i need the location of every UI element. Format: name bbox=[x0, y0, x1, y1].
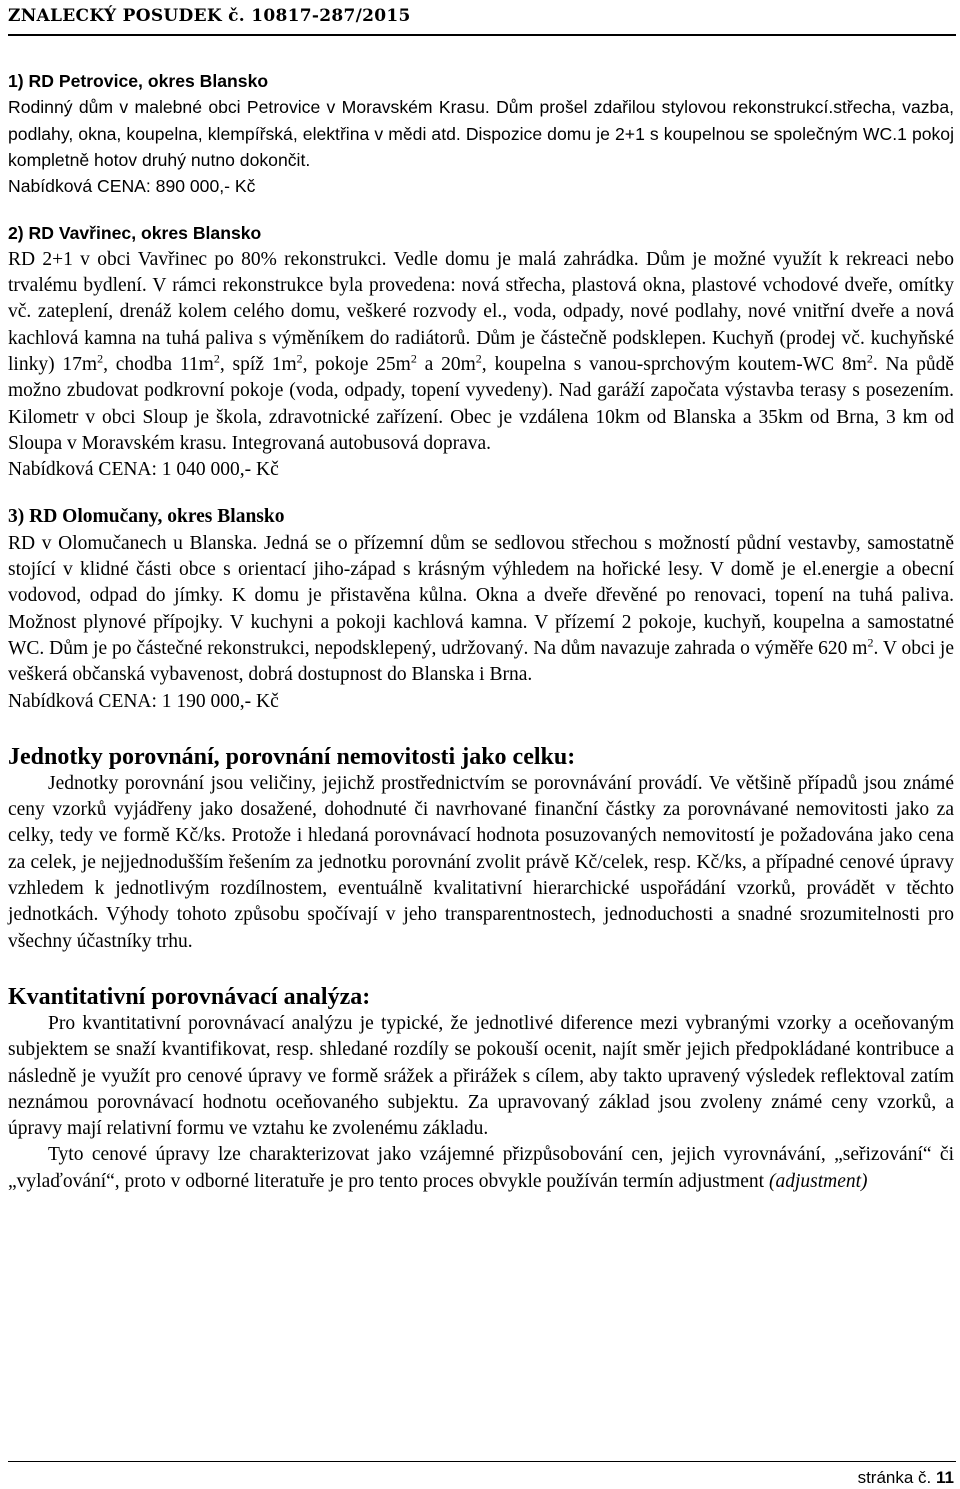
document-title: ZNALECKÝ POSUDEK č. 10817-287/2015 bbox=[8, 6, 411, 26]
listing-text: RD v Olomučanech u Blanska. Jedná se o přízemní dům se sedlovou střechou s možností půdní vestavby, samostatně stojící v klidné části obce s orientací jiho-západ s krásným výhledem na hořické lesy. V domě je el.energie a obecní vodovod, odpad do jímky. K domu je přistavěna kůlna. Okna a dveře dřevěné po renovaci, topení na tuhá paliva. Možnost plynové přípojky. V kuchyni a pokoji kachlová kamna. V přízemí 2 pokoje, kuchyň, koupelna a samostatné WC. Dům je po částečné rekonstrukci, nepodsklepený, udržovaný. Na dům navazuje zahrada o výměře 620 $m^2$. V obci je veškerá občanská vybavenost, dobrá dostupnost do Blanska i Brna. bbox=[8, 532, 954, 686]
section-quantitative-analysis bbox=[8, 983, 954, 1195]
listing-heading: 1) RD Petrovice, okres Blansko bbox=[8, 71, 269, 91]
section-paragraph-2: Tyto cenové úpravy lze charakterizovat jako vzájemné přizpůsobování cen, jejich vyrovnávání, „seřizování“ či „vylaďování“, proto v odborné literatuře je pro tento proces obvykle používán termín adjustment (adjustment) bbox=[8, 1144, 954, 1192]
footer-divider bbox=[8, 1461, 956, 1462]
listing-heading: 3) RD Olomučany, okres Blansko bbox=[8, 506, 285, 528]
page-number bbox=[858, 1468, 954, 1488]
section-paragraph-1: Pro kvantitativní porovnávací analýzu je typické, že jednotlivé diference mezi vybranými vzorky a oceňovaným subjektem se snaží kvantifikovat, resp. shledané rozdíly se pokouší ocenit, najít směr jejich předpokládané kontribuce a následně je využít pro cenové úpravy ve formě srážek a přirážek s cílem, aby takto upravený výsledek reflektoval zatím neznámou porovnávací hodnotu oceňovaného subjektu. Za upravovaný základ jsou zvoleny známé ceny vzorků, a úpravy mají relativní formu ve vztahu ke zvolenému základu. bbox=[8, 1012, 954, 1140]
listing-price: Nabídková CENA: 1 190 000,- Kč bbox=[8, 690, 279, 712]
page-footer bbox=[0, 1452, 960, 1489]
page-header bbox=[8, 2, 956, 36]
section-comparison-units bbox=[8, 743, 954, 955]
page-number-value: 11 bbox=[936, 1468, 954, 1487]
listing-1 bbox=[8, 68, 954, 199]
section-title: Jednotky porovnání, porovnání nemovitosti jako celku: bbox=[8, 743, 576, 770]
listing-2 bbox=[8, 220, 954, 483]
listing-price: Nabídková CENA: 1 040 000,- Kč bbox=[8, 459, 279, 481]
document-body bbox=[8, 68, 954, 1195]
section-text: Jednotky porovnání jsou veličiny, jejichž prostřednictvím se porovnávání provádí. Ve většině případů jsou známé ceny vzorků vyjádřeny jako dosažené, dohodnuté či navrhované finanční částky za porovnávané nemovitosti jako za celky, tedy ve formě Kč/ks. Protože i hledaná porovnávací hodnota posuzovaných nemovitostí je požadována jako cena za celek, je nejjednodušším řešením za jednotku porovnání zvolit právě Kč/celek, resp. Kč/ks, a případné cenové úpravy vzhledem k jednotlivým rozdílnostem, eventuálně kvalitativní hierarchické uspořádání vzorků, provádět v těchto jednotkách. Výhody tohoto způsobu spočívají v jeho transparentnostech, jednoduchosti a snadné srozumitelnosti pro všechny účastníky trhu. bbox=[8, 772, 954, 952]
listing-heading: 2) RD Vavřinec, okres Blansko bbox=[8, 223, 262, 244]
section-title: Kvantitativní porovnávací analýza: bbox=[8, 983, 371, 1010]
page-label: stránka č. bbox=[857, 1468, 932, 1487]
listing-3 bbox=[8, 504, 954, 714]
listing-text: Rodinný dům v malebné obci Petrovice v Moravském Krasu. Dům prošel zdařilou stylovou rekonstrukcí.střecha, vazba, podlahy, okna, koupelna, klempířská, elektřina v mědi atd. Dispozice domu je 2+1 s koupelnou se společným WC.1 pokoj kompletně hotov druhý nutno dokončit. bbox=[8, 97, 954, 170]
listing-text: RD 2+1 v obci Vavřinec po 80% rekonstrukci. Vedle domu je malá zahrádka. Dům je možné využít k rekreaci nebo trvalému bydlení. V rámci rekonstrukce byla provedena: nová střecha, plastová okna, plastové vchodové dveře, omítky vč. zateplení, drenáž kolem celého domu, veškeré rozvody el., voda, odpady, nové podlahy, nové vnitřní dveře a nová kachlová kamna na tuhá paliva s výměníkem do radiátorů. Dům je částečně podsklepen. Kuchyň (prodej vč. kuchyňské linky) $17m^2$, chodba $11m^2$, spíž $1m^2$, pokoje $25m^2$ a $20m^2$, koupelna s vanou-sprchovým koutem-WC $8m^2$. Na půdě možno zbudovat podkrovní pokoje (voda, odpady, topení vyvedeny). Nad garáží započata výstavba terasy s posezením. Kilometr v obci Sloup je škola, zdravotnické zařízení. Obec je vzdálena 10km od Blanska a 35km od Brna, 3 km od Sloupa v Moravském krasu. Integrovaná autobusová doprava. bbox=[8, 248, 954, 454]
listing-price: Nabídková CENA: 890 000,- Kč bbox=[8, 176, 256, 197]
